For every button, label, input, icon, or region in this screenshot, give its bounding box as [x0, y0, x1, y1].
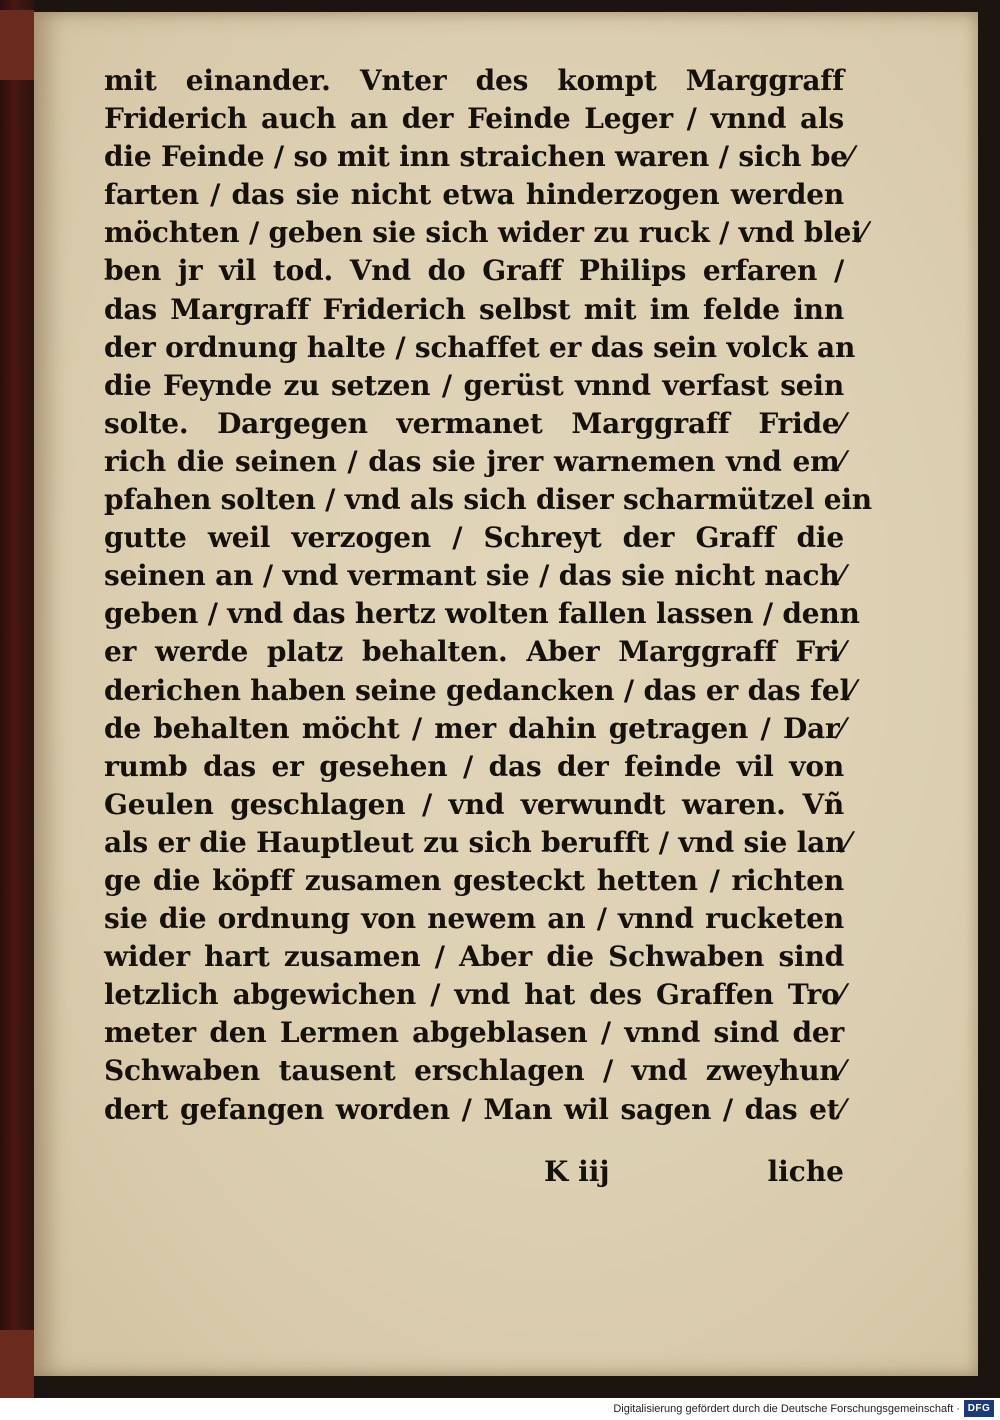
text-line: dert gefangen worden / Man wil sagen / das et⁄ [104, 1092, 844, 1126]
text-line: Schwaben tausent erschlagen / vnd zweyhun⁄ [104, 1054, 844, 1088]
text-line: gutte weil verzogen / Schreyt der Graff die [104, 521, 844, 555]
text-line: rich die seinen / das sie jrer warnemen vnd em⁄ [104, 444, 844, 478]
text-line: möchten / geben sie sich wider zu ruck / vnd blei⁄ [104, 216, 867, 250]
text-line: meter den Lermen abgeblasen / vnnd sind der [104, 1016, 844, 1050]
text-line: rumb das er gesehen / das der feinde vil von [104, 749, 844, 783]
signature-mark: K iij [544, 1155, 610, 1188]
text-line: seinen an / vnd vermant sie / das sie nicht nach⁄ [104, 559, 844, 593]
text-line: Geulen geschlagen / vnd verwundt waren. Vñ [104, 787, 844, 821]
text-line: geben / vnd das hertz wolten fallen lassen / denn [104, 597, 860, 631]
text-line: ge die köpff zusamen gesteckt hetten / richten [104, 863, 844, 897]
text-line: derichen haben seine gedancken / das er das fel⁄ [104, 673, 855, 707]
text-line: farten / das sie nicht etwa hinderzogen werden [104, 178, 844, 212]
binding-band-bottom [0, 1330, 34, 1398]
text-line: die Feinde / so mit inn straichen waren / sich be⁄ [104, 140, 853, 174]
text-line: wider hart zusamen / Aber die Schwaben sind [104, 940, 844, 974]
page-foot [104, 1152, 844, 1192]
book-page [34, 12, 978, 1376]
text-line: mit einander. Vnter des kompt Marggraff [104, 64, 844, 97]
page-text-block [104, 62, 872, 1129]
text-line: de behalten möcht / mer dahin getragen / Dar⁄ [104, 711, 844, 745]
book-binding-edge [0, 0, 34, 1398]
text-line: als er die Hauptleut zu sich berufft / vnd sie lan⁄ [104, 825, 850, 859]
digitization-footer [0, 1398, 1000, 1420]
text-line: die Feynde zu setzen / gerüst vnnd verfast sein [104, 368, 844, 402]
text-line: pfahen solten / vnd als sich diser scharmützel ein [104, 483, 872, 517]
text-line: er werde platz behalten. Aber Marggraff Fri⁄ [104, 635, 844, 669]
binding-band-top [0, 10, 34, 80]
text-line: letzlich abgewichen / vnd hat des Graffen Tro⁄ [104, 978, 844, 1012]
funding-credit: Digitalisierung gefördert durch die Deutsche Forschungsgemeinschaft · [613, 1403, 960, 1415]
dfg-logo-icon: DFG [964, 1400, 994, 1417]
text-line: solte. Dargegen vermanet Marggraff Fride⁄ [104, 406, 844, 440]
text-line: der ordnung halte / schaffet er das sein volck an [104, 330, 856, 364]
text-line: ben jr vil tod. Vnd do Graff Philips erfaren / [104, 254, 844, 288]
text-line: sie die ordnung von newem an / vnnd rucketen [104, 902, 844, 936]
text-line: das Margraff Friderich selbst mit im felde inn [104, 292, 844, 326]
text-line: Friderich auch an der Feinde Leger / vnnd als [104, 102, 844, 136]
catchword: liche [767, 1155, 844, 1188]
